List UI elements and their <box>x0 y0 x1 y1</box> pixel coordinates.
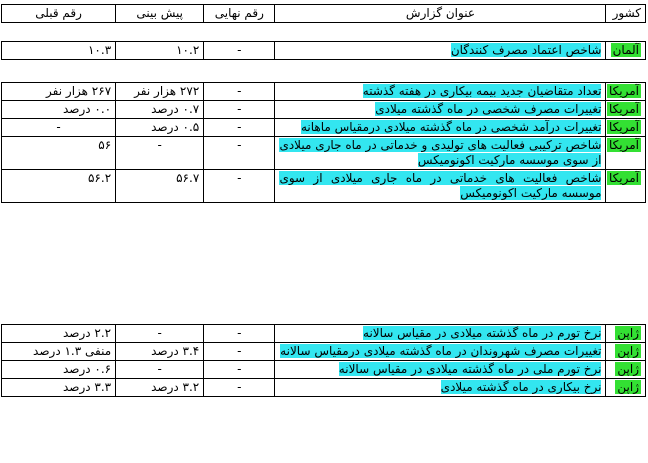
previous-cell: ۲۶۷ هزار نفر <box>2 83 116 101</box>
table-row <box>2 325 646 343</box>
report-title-cell: تغییرات مصرف شخصی در ماه گذشته میلادی <box>275 101 606 119</box>
report-title-cell: شاخص فعالیت های خدماتی در ماه جاری میلادی از سوی موسسه مارکیت اکونومیکس <box>275 170 606 203</box>
previous-cell: ۳.۳ درصد <box>2 379 116 397</box>
forecast-cell: ۳.۴ درصد <box>116 343 204 361</box>
japan-table <box>1 324 646 397</box>
table-row <box>2 42 646 60</box>
final-cell: - <box>204 379 275 397</box>
table-row <box>2 119 646 137</box>
country-cell: آلمان <box>606 42 646 60</box>
table-row <box>2 379 646 397</box>
header-table <box>1 4 646 23</box>
forecast-cell: ۱۰.۲ <box>116 42 204 60</box>
report-title-cell: نرخ بیکاری در ماه گذشته میلادی <box>275 379 606 397</box>
table-row <box>2 83 646 101</box>
forecast-cell: ۳.۲ درصد <box>116 379 204 397</box>
final-cell: - <box>204 42 275 60</box>
country-cell: آمریکا <box>606 83 646 101</box>
country-cell: آمریکا <box>606 170 646 203</box>
country-cell: آمریکا <box>606 119 646 137</box>
report-title-cell: تغییرات مصرف شهروندان در ماه گذشته میلادی درمقیاس سالانه <box>275 343 606 361</box>
forecast-cell: - <box>116 325 204 343</box>
report-title-cell: نرخ تورم ملی در ماه گذشته میلادی در مقیاس سالانه <box>275 361 606 379</box>
germany-table <box>1 41 646 60</box>
previous-cell: منفی ۱.۳ درصد <box>2 343 116 361</box>
forecast-cell: - <box>116 137 204 170</box>
report-title-cell: تعداد متقاضیان جدید بیمه بیکاری در هفته گذشته <box>275 83 606 101</box>
forecast-cell: ۰.۵ درصد <box>116 119 204 137</box>
country-cell: ژاپن <box>606 343 646 361</box>
report-title-cell: شاخص ترکیبی فعالیت های تولیدی و خدماتی در ماه جاری میلادی از سوی موسسه مارکیت اکونومیکس <box>275 137 606 170</box>
country-cell: ژاپن <box>606 379 646 397</box>
table-row <box>2 101 646 119</box>
header-previous: رقم قبلی <box>2 5 116 23</box>
previous-cell: ۰.۰ درصد <box>2 101 116 119</box>
header-row <box>2 5 646 23</box>
report-title-cell: شاخص اعتماد مصرف کنندگان <box>275 42 606 60</box>
final-cell: - <box>204 361 275 379</box>
previous-cell: - <box>2 119 116 137</box>
usa-table <box>1 82 646 203</box>
forecast-cell: ۲۷۲ هزار نفر <box>116 83 204 101</box>
report-title-cell: نرخ تورم در ماه گذشته میلادی در مقیاس سالانه <box>275 325 606 343</box>
report-title-cell: تغییرات درآمد شخصی در ماه گذشته میلادی درمقیاس ماهانه <box>275 119 606 137</box>
country-cell: آمریکا <box>606 137 646 170</box>
final-cell: - <box>204 83 275 101</box>
previous-cell: ۵۶ <box>2 137 116 170</box>
final-cell: - <box>204 325 275 343</box>
header-country: کشور <box>606 5 646 23</box>
forecast-cell: - <box>116 361 204 379</box>
country-cell: آمریکا <box>606 101 646 119</box>
previous-cell: ۲.۲ درصد <box>2 325 116 343</box>
final-cell: - <box>204 119 275 137</box>
forecast-cell: ۵۶.۷ <box>116 170 204 203</box>
previous-cell: ۵۶.۲ <box>2 170 116 203</box>
previous-cell: ۱۰.۳ <box>2 42 116 60</box>
final-cell: - <box>204 101 275 119</box>
final-cell: - <box>204 343 275 361</box>
country-cell: ژاپن <box>606 325 646 343</box>
previous-cell: ۰.۶ درصد <box>2 361 116 379</box>
final-cell: - <box>204 170 275 203</box>
header-forecast: پیش بینی <box>116 5 204 23</box>
table-row <box>2 361 646 379</box>
table-row <box>2 170 646 203</box>
final-cell: - <box>204 137 275 170</box>
header-title: عنوان گزارش <box>275 5 606 23</box>
table-row <box>2 343 646 361</box>
forecast-cell: ۰.۷ درصد <box>116 101 204 119</box>
country-cell: ژاپن <box>606 361 646 379</box>
header-final: رقم نهایی <box>204 5 275 23</box>
table-row <box>2 137 646 170</box>
